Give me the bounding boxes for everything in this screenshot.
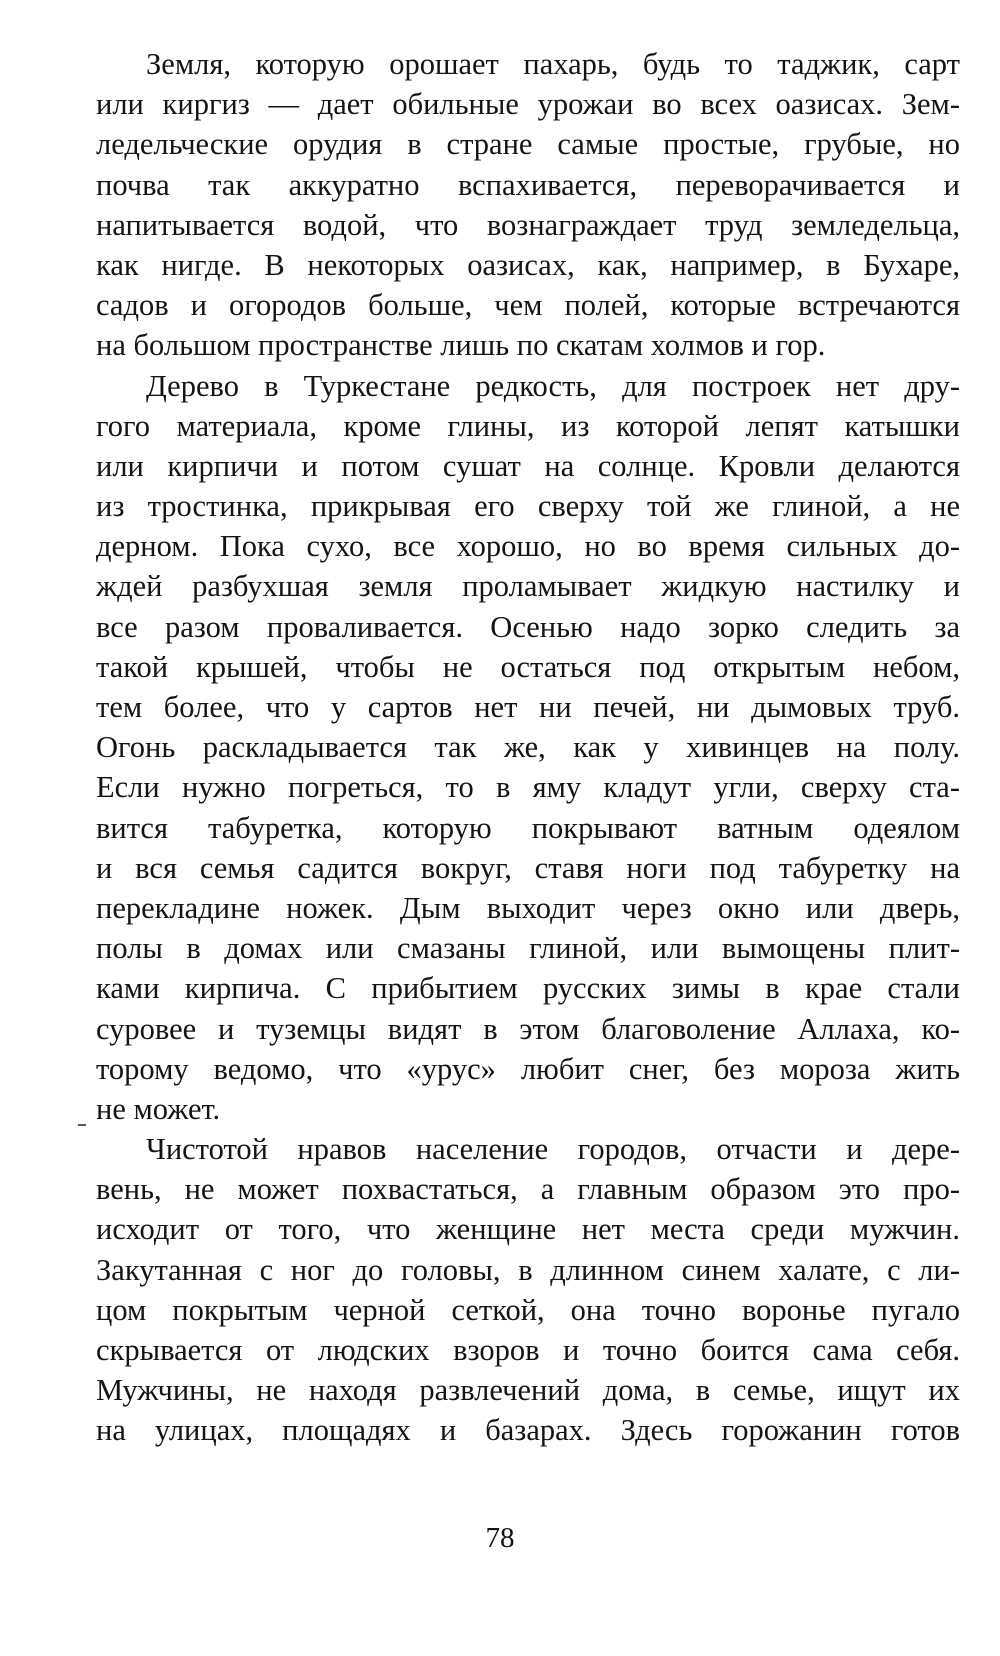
text-line: вится табуретка, которую покрывают ватным одеялом [96, 810, 960, 845]
text-line: ками кирпича. С прибытием русских зимы в крае стали [96, 971, 960, 1006]
text-line: Дерево в Туркестане редкость, для построек нет дру- [146, 368, 960, 403]
text-line: Земля, которую орошает пахарь, будь то таджик, сарт [146, 47, 960, 81]
text-line: торому ведомо, что «урус» любит снег, без мороза жить [96, 1051, 960, 1086]
text-line: Если нужно погреться, то в яму кладут угли, сверху ста- [96, 770, 960, 805]
text-line: из тростинка, прикрывая его сверху той же глиной, а не [96, 489, 960, 524]
text-line: на улицах, площадях и базарах. Здесь горожанин готов [96, 1413, 960, 1448]
text-line: или киргиз — дает обильные урожаи во всех оазисах. Зем- [96, 87, 960, 122]
text-line: Закутанная с ног до головы, в длинном синем халате, с ли- [96, 1252, 960, 1287]
text-line: Чистотой нравов население городов, отчасти и дере- [146, 1132, 960, 1167]
text-line: почва так аккуратно вспахивается, переворачивается и [96, 167, 960, 202]
text-line: гого материала, кроме глины, из которой лепят катышки [96, 408, 960, 443]
text-line: тем более, что у сартов нет ни печей, ни дымовых труб. [96, 690, 960, 724]
text-line: скрывается от людских взоров и точно боится сама себя. [96, 1333, 960, 1367]
page-body [96, 44, 960, 1451]
text-line: напитывается водой, что вознаграждает труд земледельца, [96, 207, 960, 242]
text-line: суровее и туземцы видят в этом благоволение Аллаха, ко- [96, 1011, 960, 1046]
text-line: и вся семья садится вокруг, ставя ноги под табуретку на [96, 850, 960, 885]
page-number: 78 [485, 1522, 515, 1554]
text-line: исходит от того, что женщине нет места среди мужчин. [96, 1212, 960, 1247]
text-line: как нигде. В некоторых оазисах, как, например, в Бухаре, [96, 247, 960, 282]
text-line: ждей разбухшая земля проламывает жидкую настилку и [96, 569, 960, 604]
scan-mark [78, 1124, 86, 1126]
text-line: вень, не может похвастаться, а главным образом это про- [96, 1172, 960, 1207]
paragraph-1 [96, 44, 960, 366]
text-line: перекладине ножек. Дым выходит через окно или дверь, [96, 890, 960, 925]
text-line: на большом пространстве лишь по скатам холмов и гор. [96, 328, 826, 363]
text-line: Мужчины, не находя развлечений дома, в семье, ищут их [96, 1373, 960, 1408]
text-line: садов и огородов больше, чем полей, которые встречаются [96, 288, 960, 323]
text-line: не может. [96, 1091, 221, 1126]
text-line: полы в домах или смазаны глиной, или вымощены плит- [96, 931, 960, 966]
text-line: ледельческие орудия в стране самые простые, грубые, но [96, 127, 960, 162]
text-line: Огонь раскладывается так же, как у хивинцев на полу. [96, 730, 960, 765]
text-line: цом покрытым черной сеткой, она точно воронье пугало [96, 1292, 960, 1327]
paragraph-3 [96, 1129, 960, 1451]
text-line: такой крышей, чтобы не остаться под открытым небом, [96, 649, 960, 684]
text-line: или кирпичи и потом сушат на солнце. Кровли делаются [96, 448, 960, 483]
paragraph-2 [96, 366, 960, 1130]
text-line: все разом проваливается. Осенью надо зорко следить за [96, 609, 960, 644]
text-line: дерном. Пока сухо, все хорошо, но во время сильных до- [96, 529, 960, 564]
